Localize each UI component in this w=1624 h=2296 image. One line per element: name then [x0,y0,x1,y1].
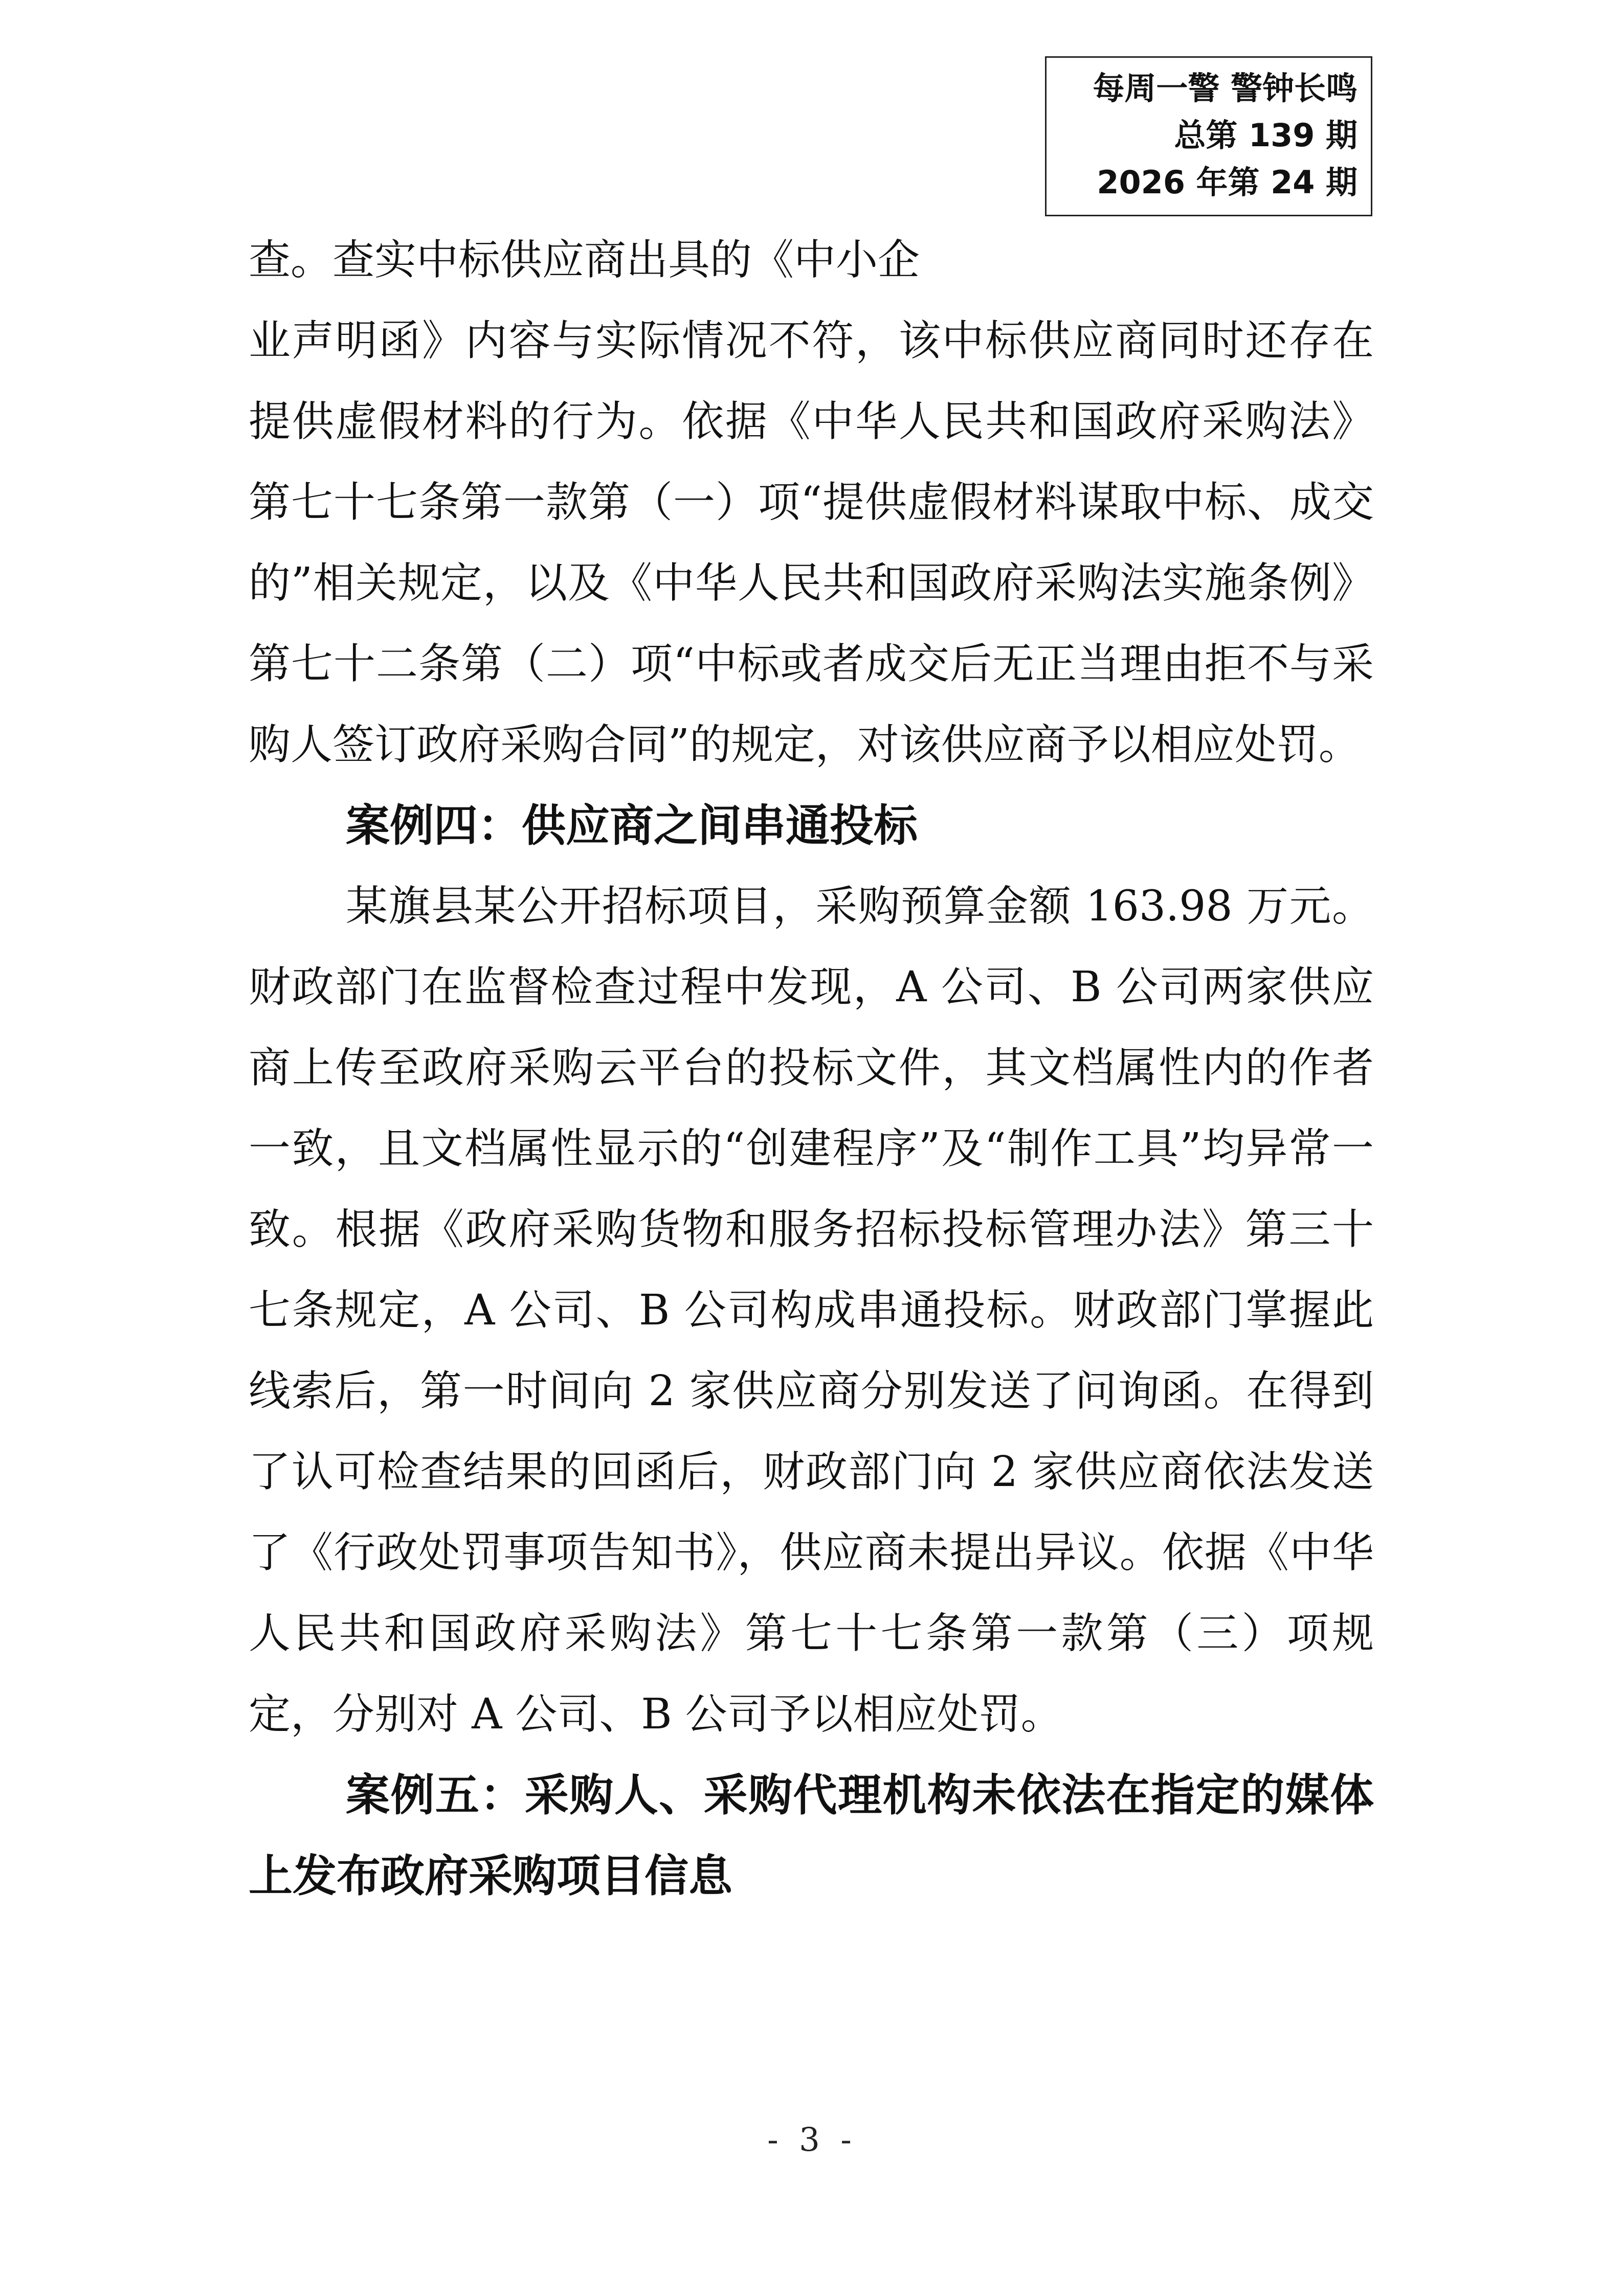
issue-info-box [1045,56,1372,216]
case4-heading: 案例四：供应商之间串通投标 [346,800,918,851]
header-total-issue: 总第 139 期 [1174,117,1358,154]
header-year-issue: 2026 年第 24 期 [1097,164,1358,201]
page-number: - 3 - [767,2121,857,2159]
paragraph-first-line: 查。查实中标供应商出具的《中小企 [249,236,920,284]
case4-paragraph: 某旗县某公开招标项目，采购预算金额 163.98 万元。财政部门在监督检查过程中发现，A 公司、B 公司两家供应商上传至政府采购云平台的投标文件，其文档属性内的作者一致，且文档属性显示的“创建程序”及“制作工具”均异常一致。根据《政府采购货物和服务招标投标管理办法》第三十七条规定，A 公司、B 公司构成串通投标。财政部门掌握此线索后，第一时间向 2 家供应商分别发送了问询函。在得到了认可检查结果的回函后，财政部门向 2 家供应商依法发送了《行政处罚事项告知书》，供应商未提出异议。依据《中华人民共和国政府采购法》第七十七条第一款第（三）项规定，分别对 A 公司、B 公司予以相应处罚。 [249,882,1374,1739]
paragraph-case3-conclusion: 业声明函》内容与实际情况不符，该中标供应商同时还存在提供虚假材料的行为。依据《中华人民共和国政府采购法》第七十七条第一款第（一）项“提供虚假材料谋取中标、成交的”相关规定，以及《中华人民共和国政府采购法实施条例》第七十二条第（二）项“中标或者成交后无正当理由拒不与采购人签订政府采购合同”的规定，对该供应商予以相应处罚。 [249,317,1374,769]
case5-heading: 案例五：采购人、采购代理机构未依法在指定的媒体上发布政府采购项目信息 [249,1770,1374,1902]
header-slogan: 每周一警 警钟长鸣 [1093,70,1358,107]
document-body [249,220,1374,1917]
